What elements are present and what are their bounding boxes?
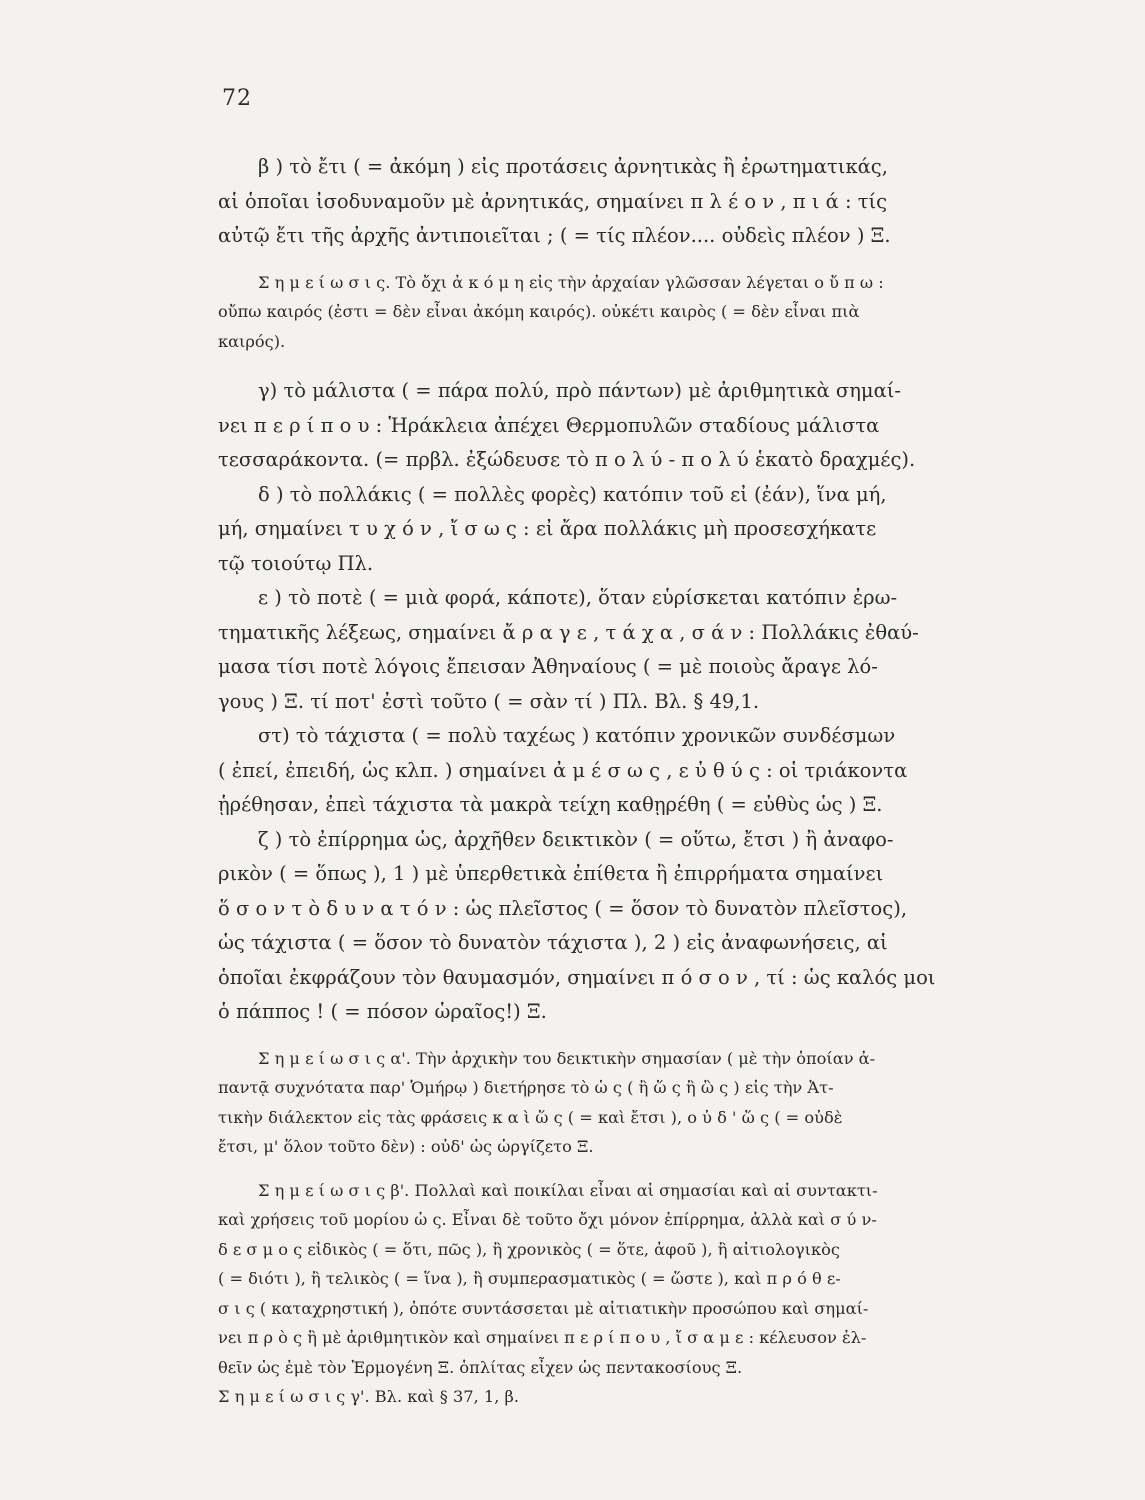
- paragraph-gamma: [218, 374, 1048, 478]
- text-line: ᾑρέθησαν, ἐπεὶ τάχιστα τὰ μακρὰ τείχη καθῃρέθη ( = εὐθὺς ὡς ) Ξ.: [218, 793, 883, 816]
- page-body: [218, 150, 1048, 1412]
- note-line: σ ι ς ( καταχρηστική ), ὁπότε συντάσσεται μὲ αἰτιατικὴν προσώπου καὶ σημαί-: [218, 1298, 869, 1318]
- text-line: μή, σημαίνει τ υ χ ό ν , ἴ σ ω ς : εἰ ἄρα πολλάκις μὴ προσεσχήκατε: [218, 517, 877, 540]
- note-line: Σ η μ ε ί ω σ ι ς γ'. Βλ. καὶ § 37, 1, β.: [218, 1387, 519, 1406]
- text-line: στ) τὸ τάχιστα ( = πολὺ ταχέως ) κατόπιν χρονικῶν συνδέσμων: [258, 724, 896, 747]
- text-line: αἱ ὁποῖαι ἰσοδυναμοῦν μὲ ἀρνητικάς, σημαίνει π λ έ ο ν , π ι ά : τίς: [218, 189, 888, 213]
- note-line: καιρός).: [218, 331, 286, 351]
- text-line: ζ ) τὸ ἐπίρρημα ὡς, ἀρχῆθεν δεικτικὸν ( = οὕτω, ἔτσι ) ἢ ἀναφο-: [258, 827, 894, 851]
- text-line: μασα τίσι ποτὲ λόγοις ἔπεισαν Ἀθηναίους ( = μὲ ποιοὺς ἄραγε λό-: [218, 655, 878, 678]
- text-line: τεσσαράκοντα. (= πρβλ. ἐξώδευσε τὸ π ο λ ύ - π ο λ ύ ἑκατὸ δραχμές).: [218, 448, 916, 471]
- page-number: 72: [222, 86, 252, 111]
- note-line: δ ε σ μ ο ς εἰδικὸς ( = ὅτι, πῶς ), ἢ χρονικὸς ( = ὅτε, ἀφοῦ ), ἢ αἰτιολογικὸς: [218, 1239, 840, 1259]
- text-line: β ) τὸ ἔτι ( = ἀκόμη ) εἰς προτάσεις ἀρνητικὰς ἢ ἐρωτηματικάς,: [258, 155, 888, 178]
- text-line: τηματικῆς λέξεως, σημαίνει ἄ ρ α γ ε , τ ά χ α , σ ά ν : Πολλάκις ἐθαύ-: [218, 620, 919, 644]
- note-line: τικὴν διάλεκτον εἰς τὰς φράσεις κ α ὶ ὥ ς ( = καὶ ἔτσι ), ο ὐ δ ' ὥ ς ( = οὐδὲ: [218, 1107, 843, 1127]
- text-line: γ) τὸ μάλιστα ( = πάρα πολύ, πρὸ πάντων) μὲ ἀριθμητικὰ σημαί-: [258, 379, 901, 402]
- note-beta: [218, 268, 1048, 357]
- note-line: ἔτσι, μ' ὅλον τοῦτο δὲν) : οὐδ' ὡς ὠργίζετο Ξ.: [218, 1137, 594, 1156]
- text-line: ε ) τὸ ποτὲ ( = μιὰ φορά, κάποτε), ὅταν εὑρίσκεται κατόπιν ἐρω-: [258, 586, 898, 609]
- text-line: αὐτῷ ἔτι τῆς ἀρχῆς ἀντιποιεῖται ; ( = τίς πλέον.... οὐδεὶς πλέον ) Ξ.: [218, 224, 891, 247]
- note-b: [218, 1176, 1048, 1383]
- text-line: ὡς τάχιστα ( = ὅσον τὸ δυνατὸν τάχιστα ), 2 ) εἰς ἀναφωνήσεις, αἱ: [218, 931, 888, 954]
- note-line: καὶ χρήσεις τοῦ μορίου ὡ ς. Εἶναι δὲ τοῦτο ὄχι μόνον ἐπίρρημα, ἀλλὰ καὶ σ ύ ν-: [218, 1210, 877, 1229]
- paragraph-epsilon: [218, 581, 1048, 719]
- text-line: γους ) Ξ. τί ποτ' ἐστὶ τοῦτο ( = σὰν τί ) Πλ. Βλ. § 49,1.: [218, 689, 760, 713]
- note-line: Σ η μ ε ί ω σ ι ς. Τὸ ὄχι ἀ κ ό μ η εἰς τὴν ἀρχαίαν γλῶσσαν λέγεται ο ὔ π ω :: [258, 272, 884, 292]
- text-line: ( ἐπεί, ἐπειδή, ὡς κλπ. ) σημαίνει ἀ μ έ σ ω ς , ε ὐ θ ύ ς : οἱ τριάκοντα: [218, 758, 908, 782]
- text-line: τῷ τοιούτῳ Πλ.: [218, 551, 374, 575]
- note-line: παντᾷ συχνότατα παρ' Ὁμήρῳ ) διετήρησε τὸ ὡ ς ( ἢ ὥ ς ἢ ὣ ς ) εἰς τὴν Ἀτ-: [218, 1078, 834, 1097]
- text-line: νει π ε ρ ί π ο υ : Ἡράκλεια ἀπέχει Θερμοπυλῶν σταδίους μάλιστα: [218, 413, 880, 437]
- note-line: οὔπω καιρός (ἐστι = δὲν εἶναι ἀκόμη καιρός). οὐκέτι καιρὸς ( = δὲν εἶναι πιὰ: [218, 302, 860, 321]
- text-line: δ ) τὸ πολλάκις ( = πολλὲς φορὲς) κατόπιν τοῦ εἰ (ἐάν), ἵνα μή,: [258, 482, 887, 506]
- paragraph-stigma: [218, 719, 1048, 823]
- note-a: [218, 1044, 1048, 1162]
- note-c: [218, 1382, 1048, 1412]
- note-line: ( = διότι ), ἢ τελικὸς ( = ἵνα ), ἢ συμπερασματικὸς ( = ὥστε ), καὶ π ρ ό θ ε-: [218, 1269, 841, 1288]
- note-line: Σ η μ ε ί ω σ ι ς β'. Πολλαὶ καὶ ποικίλαι εἶναι αἱ σημασίαι καὶ αἱ συντακτι-: [258, 1180, 878, 1200]
- text-line: ὁ πάππος ! ( = πόσον ὡραῖος!) Ξ.: [218, 1000, 547, 1023]
- note-line: θεῖν ὡς ἐμὲ τὸν Ἑρμογένη Ξ. ὁπλίτας εἶχεν ὡς πεντακοσίους Ξ.: [218, 1357, 743, 1377]
- note-line: νει π ρ ὸ ς ἢ μὲ ἀριθμητικὸν καὶ σημαίνει π ε ρ ί π ο υ , ἴ σ α μ ε : κέλευσον ἐλ-: [218, 1328, 867, 1347]
- paragraph-delta: [218, 478, 1048, 582]
- text-line: ρικὸν ( = ὅπως ), 1 ) μὲ ὑπερθετικὰ ἐπίθετα ἢ ἐπιρρήματα σημαίνει: [218, 862, 884, 885]
- text-line: ὅ σ ο ν τ ὸ δ υ ν α τ ό ν : ὡς πλεῖστος ( = ὅσον τὸ δυνατὸν πλεῖστος),: [218, 896, 908, 920]
- paragraph-beta: [218, 150, 1048, 254]
- note-line: Σ η μ ε ί ω σ ι ς α'. Τὴν ἀρχικὴν του δεικτικὴν σημασίαν ( μὲ τὴν ὁποίαν ἀ-: [258, 1048, 876, 1068]
- text-line: ὁποῖαι ἐκφράζουν τὸν θαυμασμόν, σημαίνει π ό σ ο ν , τί : ὡς καλός μοι: [218, 965, 936, 989]
- paragraph-zeta: [218, 823, 1048, 1030]
